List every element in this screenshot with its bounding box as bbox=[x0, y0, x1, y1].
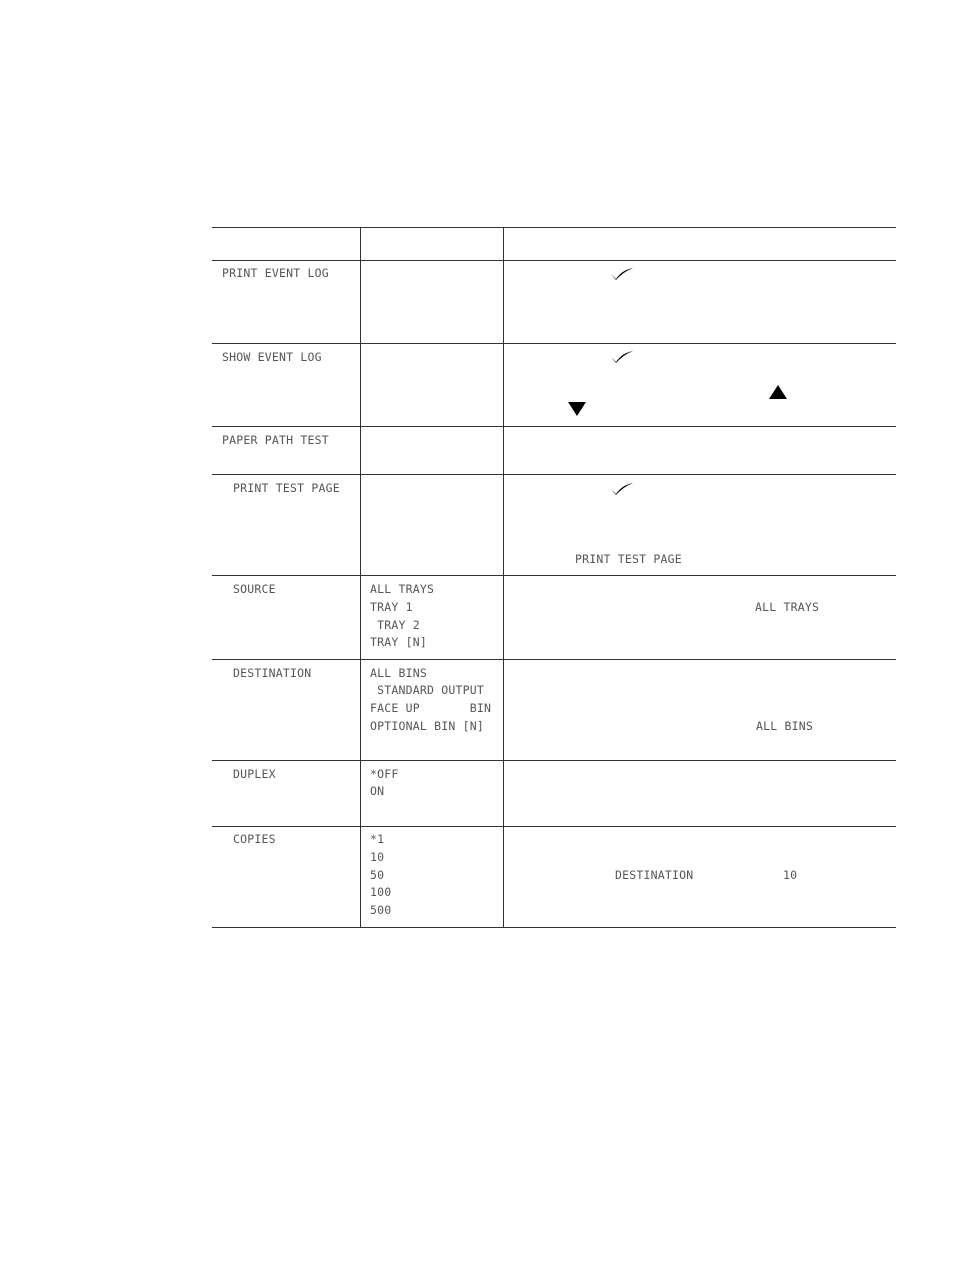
value-copies-50: 50 bbox=[370, 868, 385, 882]
value-all-trays: ALL TRAYS bbox=[370, 582, 435, 596]
row-rule bbox=[212, 343, 896, 344]
value-on: ON bbox=[370, 784, 385, 798]
value-tray-n: TRAY [N] bbox=[370, 635, 427, 649]
value-copies-100: 100 bbox=[370, 885, 392, 899]
value-off: *OFF bbox=[370, 767, 399, 781]
item-source: SOURCE bbox=[233, 582, 276, 596]
row-rule bbox=[212, 826, 896, 827]
up-arrow-icon bbox=[769, 385, 787, 399]
column-divider bbox=[503, 227, 504, 927]
checkmark-icon bbox=[610, 350, 634, 364]
value-tray-1: TRAY 1 bbox=[370, 600, 413, 614]
value-standard-output: STANDARD OUTPUT bbox=[370, 683, 484, 697]
header-rule bbox=[212, 260, 896, 261]
row-rule bbox=[212, 426, 896, 427]
desc-all-bins: ALL BINS bbox=[756, 719, 813, 733]
value-optional-bin: OPTIONAL BIN [N] bbox=[370, 719, 484, 733]
desc-copies-10: 10 bbox=[783, 868, 798, 882]
value-copies-1: *1 bbox=[370, 832, 385, 846]
item-destination: DESTINATION bbox=[233, 666, 312, 680]
item-duplex: DUPLEX bbox=[233, 767, 276, 781]
checkmark-icon bbox=[610, 267, 634, 281]
row-rule bbox=[212, 760, 896, 761]
value-tray-2: TRAY 2 bbox=[370, 618, 420, 632]
value-face-up-bin: FACE UP BIN bbox=[370, 701, 492, 715]
desc-print-test-page: PRINT TEST PAGE bbox=[575, 552, 682, 566]
item-print-test-page: PRINT TEST PAGE bbox=[233, 481, 340, 495]
row-rule bbox=[212, 575, 896, 576]
row-rule bbox=[212, 474, 896, 475]
value-copies-500: 500 bbox=[370, 903, 392, 917]
desc-destination: DESTINATION bbox=[615, 868, 694, 882]
row-rule bbox=[212, 659, 896, 660]
value-copies-10: 10 bbox=[370, 850, 385, 864]
item-print-event-log: PRINT EVENT LOG bbox=[222, 266, 329, 280]
desc-all-trays: ALL TRAYS bbox=[755, 600, 820, 614]
value-all-bins: ALL BINS bbox=[370, 666, 427, 680]
checkmark-icon bbox=[610, 482, 634, 496]
item-show-event-log: SHOW EVENT LOG bbox=[222, 350, 322, 364]
down-arrow-icon bbox=[568, 402, 586, 416]
column-divider bbox=[360, 227, 361, 927]
item-copies: COPIES bbox=[233, 832, 276, 846]
table-bottom-rule bbox=[212, 927, 896, 928]
item-paper-path-test: PAPER PATH TEST bbox=[222, 433, 329, 447]
table-top-rule bbox=[212, 227, 896, 228]
